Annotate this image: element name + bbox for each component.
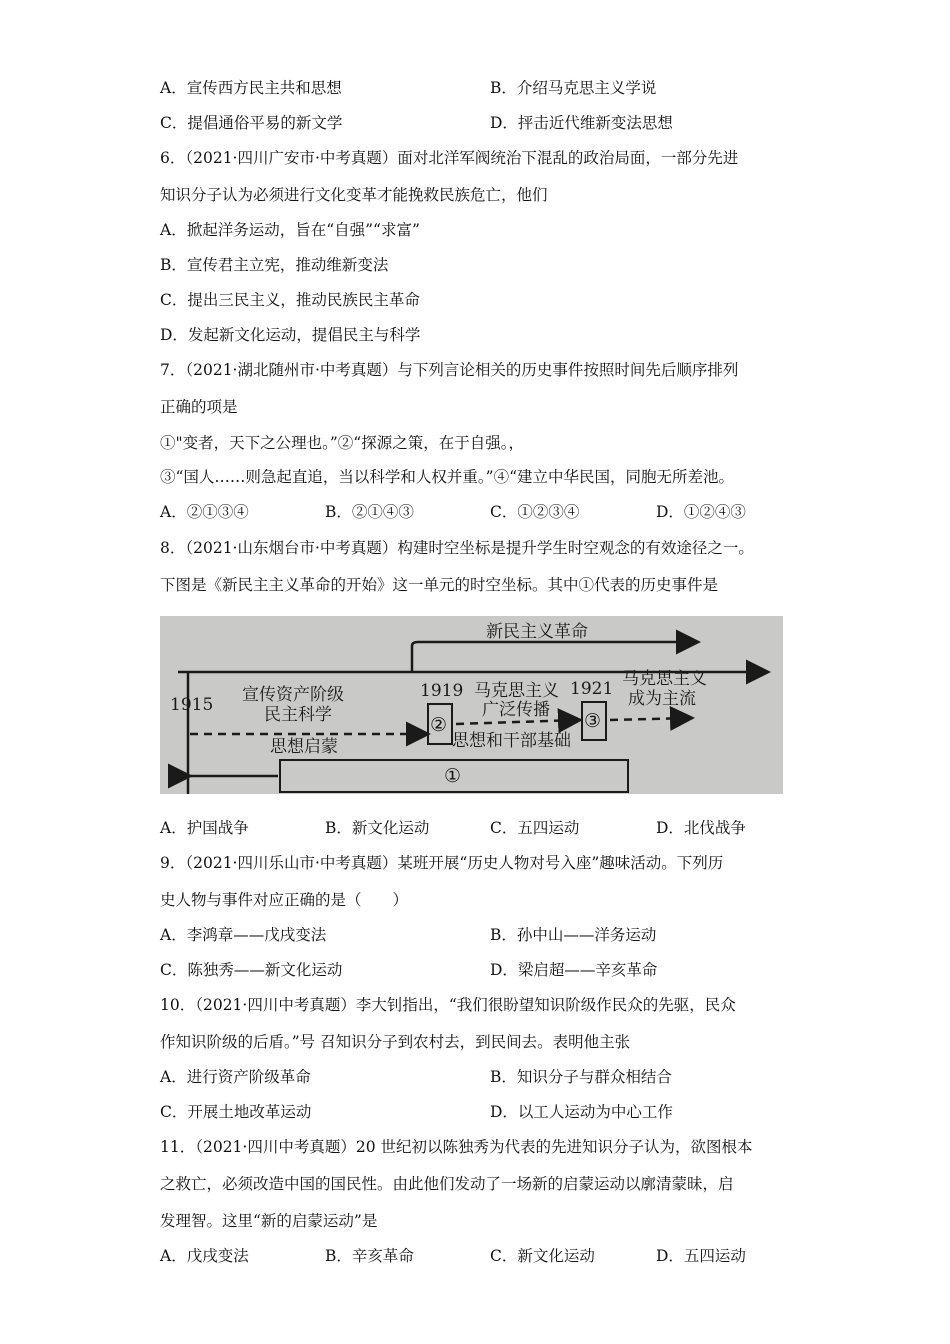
label-bourgeois-2: 民主科学 [264, 705, 332, 725]
label-enlightenment: 思想启蒙 [270, 737, 338, 757]
q6-stem-line-2: 知识分子认为必须进行文化变革才能挽救民族危亡，他们 [160, 186, 548, 204]
q7-quote-line-1: ①"变者，天下之公理也。”②“探源之策，在于自强。， [160, 434, 524, 452]
box-3-label: ③ [584, 710, 602, 732]
q6-stem-line-1: 6．（2021·四川广安市·中考真题）面对北洋军阀统治下混乱的政治局面，一部分先进 [160, 149, 739, 167]
year-1919: 1919 [420, 681, 464, 701]
year-1921: 1921 [570, 679, 614, 699]
q5-option-d: D．抨击近代维新变法思想 [490, 114, 673, 132]
q9-option-d: D．梁启超——辛亥革命 [490, 961, 658, 979]
label-marxism-main-1: 马克思主义 [622, 669, 707, 689]
q11-option-d: D．五四运动 [656, 1247, 746, 1265]
dashed-arrow-3 [610, 718, 690, 720]
q10-stem-line-1: 10．（2021·四川中考真题）李大钊指出，“我们很盼望知识阶级作民众的先驱，民众 [160, 996, 736, 1014]
q10-option-a: A．进行资产阶级革命 [160, 1068, 311, 1086]
box-1-label: ① [444, 765, 462, 787]
q11-stem-line-3: 发理智。这里“新的启蒙运动”是 [160, 1212, 378, 1230]
timeline-diagram [160, 616, 783, 794]
q7-option-d: D．①②④③ [656, 503, 746, 521]
q11-option-a: A．戊戌变法 [160, 1247, 249, 1265]
q10-option-c: C．开展土地改革运动 [160, 1103, 312, 1121]
q8-option-b: B．新文化运动 [325, 819, 430, 837]
q10-stem-line-2: 作知识阶级的后盾。”号 召知识分子到农村去，到民间去。表明他主张 [160, 1033, 631, 1051]
q6-option-b: B．宣传君主立宪，推动维新变法 [160, 256, 389, 274]
q7-stem-line-2: 正确的项是 [160, 398, 238, 416]
dashed-arrow-2 [456, 720, 578, 724]
top-arrow-label: 新民主义革命 [486, 622, 588, 642]
q6-option-d: D．发起新文化运动，提倡民主与科学 [160, 326, 421, 344]
q8-option-c: C．五四运动 [490, 819, 580, 837]
q11-option-b: B．辛亥革命 [325, 1247, 414, 1265]
q8-option-a: A．护国战争 [160, 819, 249, 837]
label-marxism-spread-1: 马克思主义 [474, 681, 559, 701]
q9-option-a: A．李鸿章——戊戌变法 [160, 926, 327, 944]
q5-option-b: B．介绍马克思主义学说 [490, 79, 657, 97]
q7-quote-line-2: ③“国人……则急起直追，当以科学和人权并重。”④“建立中华民国，同胞无所差池。 [160, 468, 735, 486]
q8-option-d: D．北伐战争 [656, 819, 746, 837]
label-ideology-cadres: 思想和干部基础 [452, 731, 571, 751]
q9-stem-line-2: 史人物与事件对应正确的是（ ） [160, 891, 409, 909]
box-2-label: ② [430, 714, 448, 736]
label-marxism-spread-2: 广泛传播 [482, 700, 550, 720]
q7-stem-line-1: 7．（2021·湖北随州市·中考真题）与下列言论相关的历史事件按照时间先后顺序排列 [160, 361, 739, 379]
q10-option-d: D．以工人运动为中心工作 [490, 1103, 673, 1121]
q9-option-c: C．陈独秀——新文化运动 [160, 961, 343, 979]
q11-stem-line-1: 11．（2021·四川中考真题）20 世纪初以陈独秀为代表的先进知识分子认为，欲图根本 [160, 1138, 753, 1156]
label-marxism-main-2: 成为主流 [628, 689, 696, 709]
q9-stem-line-1: 9．（2021·四川乐山市·中考真题）某班开展“历史人物对号入座”趣味活动。下列历 [160, 854, 724, 872]
label-bourgeois-1: 宣传资产阶级 [242, 685, 344, 705]
q7-option-b: B．②①④③ [325, 503, 414, 521]
q10-option-b: B．知识分子与群众相结合 [490, 1068, 672, 1086]
q7-option-c: C．①②③④ [490, 503, 580, 521]
top-arrow-line [412, 642, 696, 672]
q5-option-a: A．宣传西方民主共和思想 [160, 79, 342, 97]
q6-option-a: A．掀起洋务运动，旨在“自强”“求富” [160, 221, 420, 239]
q11-stem-line-2: 之救亡，必须改造中国的国民性。由此他们发动了一场新的启蒙运动以廓清蒙昧，启 [160, 1175, 734, 1193]
q5-option-c: C．提倡通俗平易的新文学 [160, 114, 343, 132]
year-1915: 1915 [170, 695, 214, 715]
timeline-figure [160, 616, 783, 794]
q11-option-c: C．新文化运动 [490, 1247, 595, 1265]
q9-option-b: B．孙中山——洋务运动 [490, 926, 657, 944]
q6-option-c: C．提出三民主义，推动民族民主革命 [160, 291, 420, 309]
q8-stem-line-1: 8．（2021·山东烟台市·中考真题）构建时空坐标是提升学生时空观念的有效途径之一。 [160, 539, 754, 557]
q8-stem-line-2: 下图是《新民主主义革命的开始》这一单元的时空坐标。其中①代表的历史事件是 [160, 576, 719, 594]
q7-option-a: A．②①③④ [160, 503, 249, 521]
